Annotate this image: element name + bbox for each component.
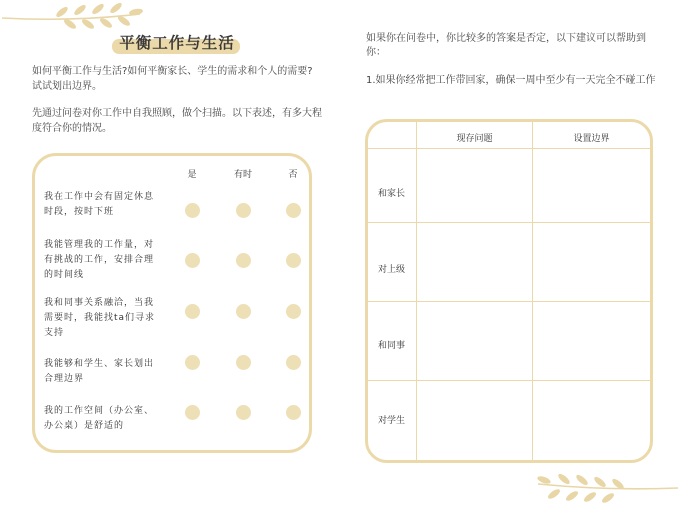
advice-item-1: 1.如果你经常把工作带回家，确保一周中至少有一天完全不碰工作 [366, 75, 656, 86]
instruction-paragraph: 先通过问卷对你工作中自我照顾，做个扫描。以下表述，有多大程度符合你的情况。 [32, 108, 322, 134]
answer-dot-q3-no[interactable] [286, 304, 301, 319]
answer-dot-q2-no[interactable] [286, 253, 301, 268]
boundary-table-card [365, 119, 653, 463]
answer-dot-q1-yes[interactable] [185, 203, 200, 218]
survey-question-1: 我在工作中会有固定休息时段，按时下班 [44, 192, 155, 217]
survey-question-4: 我能够和学生、家长划出合理边界 [44, 359, 155, 384]
survey-question-5: 我的工作空间（办公室、办公桌）是舒适的 [44, 406, 155, 431]
advice-intro: 如果你在问卷中，你比较多的答案是否定，以下建议可以帮助到你： [366, 33, 646, 58]
table-header-current-issues: 现存问题 [456, 134, 493, 144]
column-header-no: 否 [288, 170, 298, 180]
table-row-label-parents: 和家长 [378, 189, 406, 199]
table-row-label-colleagues: 和同事 [378, 341, 406, 351]
answer-dot-q3-yes[interactable] [185, 304, 200, 319]
answer-dot-q2-sometimes[interactable] [236, 253, 251, 268]
answer-dot-q4-sometimes[interactable] [236, 355, 251, 370]
table-divider [416, 122, 417, 460]
answer-dot-q3-sometimes[interactable] [236, 304, 251, 319]
answer-dot-q5-no[interactable] [286, 405, 301, 420]
column-header-yes: 是 [187, 170, 197, 180]
page-title-block [112, 32, 242, 54]
table-divider [368, 222, 650, 223]
table-row-label-students: 对学生 [378, 416, 406, 426]
table-divider [368, 148, 650, 149]
answer-dot-q1-sometimes[interactable] [236, 203, 251, 218]
answer-dot-q4-yes[interactable] [185, 355, 200, 370]
laurel-branch-bottom-right [530, 470, 680, 510]
survey-question-2: 我能管理我的工作量，对有挑战的工作，安排合理的时间线 [44, 240, 155, 280]
answer-dot-q1-no[interactable] [286, 203, 301, 218]
answer-dot-q5-yes[interactable] [185, 405, 200, 420]
laurel-branch-top-left [0, 0, 150, 36]
table-divider [368, 301, 650, 302]
answer-dot-q4-no[interactable] [286, 355, 301, 370]
table-header-set-boundaries: 设置边界 [573, 134, 610, 144]
answer-dot-q5-sometimes[interactable] [236, 405, 251, 420]
intro-paragraph: 如何平衡工作与生活?如何平衡家长、学生的需求和个人的需要?试试划出边界。 [32, 66, 313, 92]
answer-dot-q2-yes[interactable] [185, 253, 200, 268]
page-title: 平衡工作与生活 [119, 34, 235, 52]
survey-question-3: 我和同事关系融洽，当我需要时，我能找ta们寻求支持 [44, 298, 156, 338]
table-divider [532, 122, 533, 460]
column-header-sometimes: 有时 [233, 170, 252, 180]
table-divider [368, 380, 650, 381]
table-row-label-superiors: 对上级 [378, 265, 406, 275]
